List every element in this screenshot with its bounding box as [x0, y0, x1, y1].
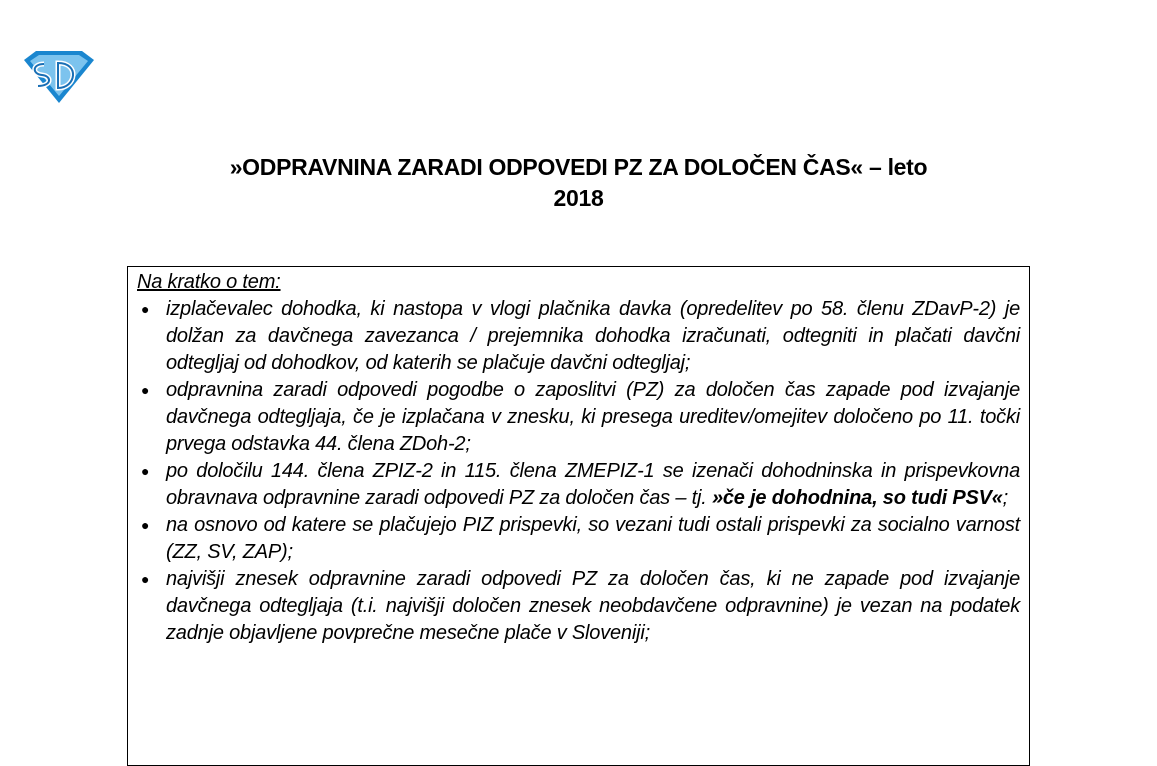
summary-box — [127, 266, 1030, 766]
bullet-icon: ● — [141, 463, 150, 479]
bullet-text-3-end: ; — [1002, 487, 1009, 509]
bullet-icon: ● — [141, 517, 150, 533]
bullet-text-4: na osnovo od katere se plačujejo PIZ prispevki, so vezani tudi ostali prispevki za socialno varnost (ZZ, SV, ZAP); — [166, 514, 1020, 563]
summary-list — [137, 296, 1020, 647]
list-item — [137, 512, 1020, 566]
title-line-1: »ODPRAVNINA ZARADI ODPOVEDI PZ ZA DOLOČEN ČAS« – leto — [229, 154, 928, 180]
bullet-text-2: odpravnina zaradi odpovedi pogodbe o zaposlitvi (PZ) za določen čas zapade pod izvajanje davčnega odtegljaja, če je izplačana v znesku, ki presega ureditev/omejitev določeno po 11. točki prvega odstavka 44. člena ZDoh-2; — [166, 379, 1020, 455]
title-line-2: 2018 — [553, 185, 604, 211]
list-item — [137, 377, 1020, 458]
bullet-text-3: po določilu 144. člena ZPIZ-2 in 115. člena ZMEPIZ-1 se izenači dohodninska in prispevkovna obravnava odpravnine zaradi odpovedi PZ za določen čas – tj. — [166, 460, 1020, 509]
bullet-icon: ● — [141, 301, 150, 317]
bullet-text-1: izplačevalec dohodka, ki nastopa v vlogi plačnika davka (opredelitev po 58. členu ZDavP-2) je dolžan za davčnega zavezanca / prejemnika dohodka izračunati, odtegniti in plačati davčni odtegljaj od dohodkov, od katerih se plačuje davčni odtegljaj; — [166, 298, 1020, 374]
bullet-icon: ● — [141, 571, 150, 587]
list-item — [137, 566, 1020, 647]
summary-heading: Na kratko o tem: — [137, 271, 281, 293]
bullet-text-5: najvišji znesek odpravnine zaradi odpovedi PZ za določen čas, ki ne zapade pod izvajanje davčnega odtegljaja (t.i. najvišji določen znesek neobdavčene odpravnine) je vezan na podatek zadnje objavljene povprečne mesečne plače v Sloveniji; — [166, 568, 1020, 644]
sd-logo-icon — [22, 50, 96, 104]
bullet-icon: ● — [141, 382, 150, 398]
list-item — [137, 296, 1020, 377]
bullet-text-3-bold: »če je dohodnina, so tudi PSV« — [711, 487, 1003, 509]
list-item — [137, 458, 1020, 512]
document-title — [0, 152, 1157, 214]
